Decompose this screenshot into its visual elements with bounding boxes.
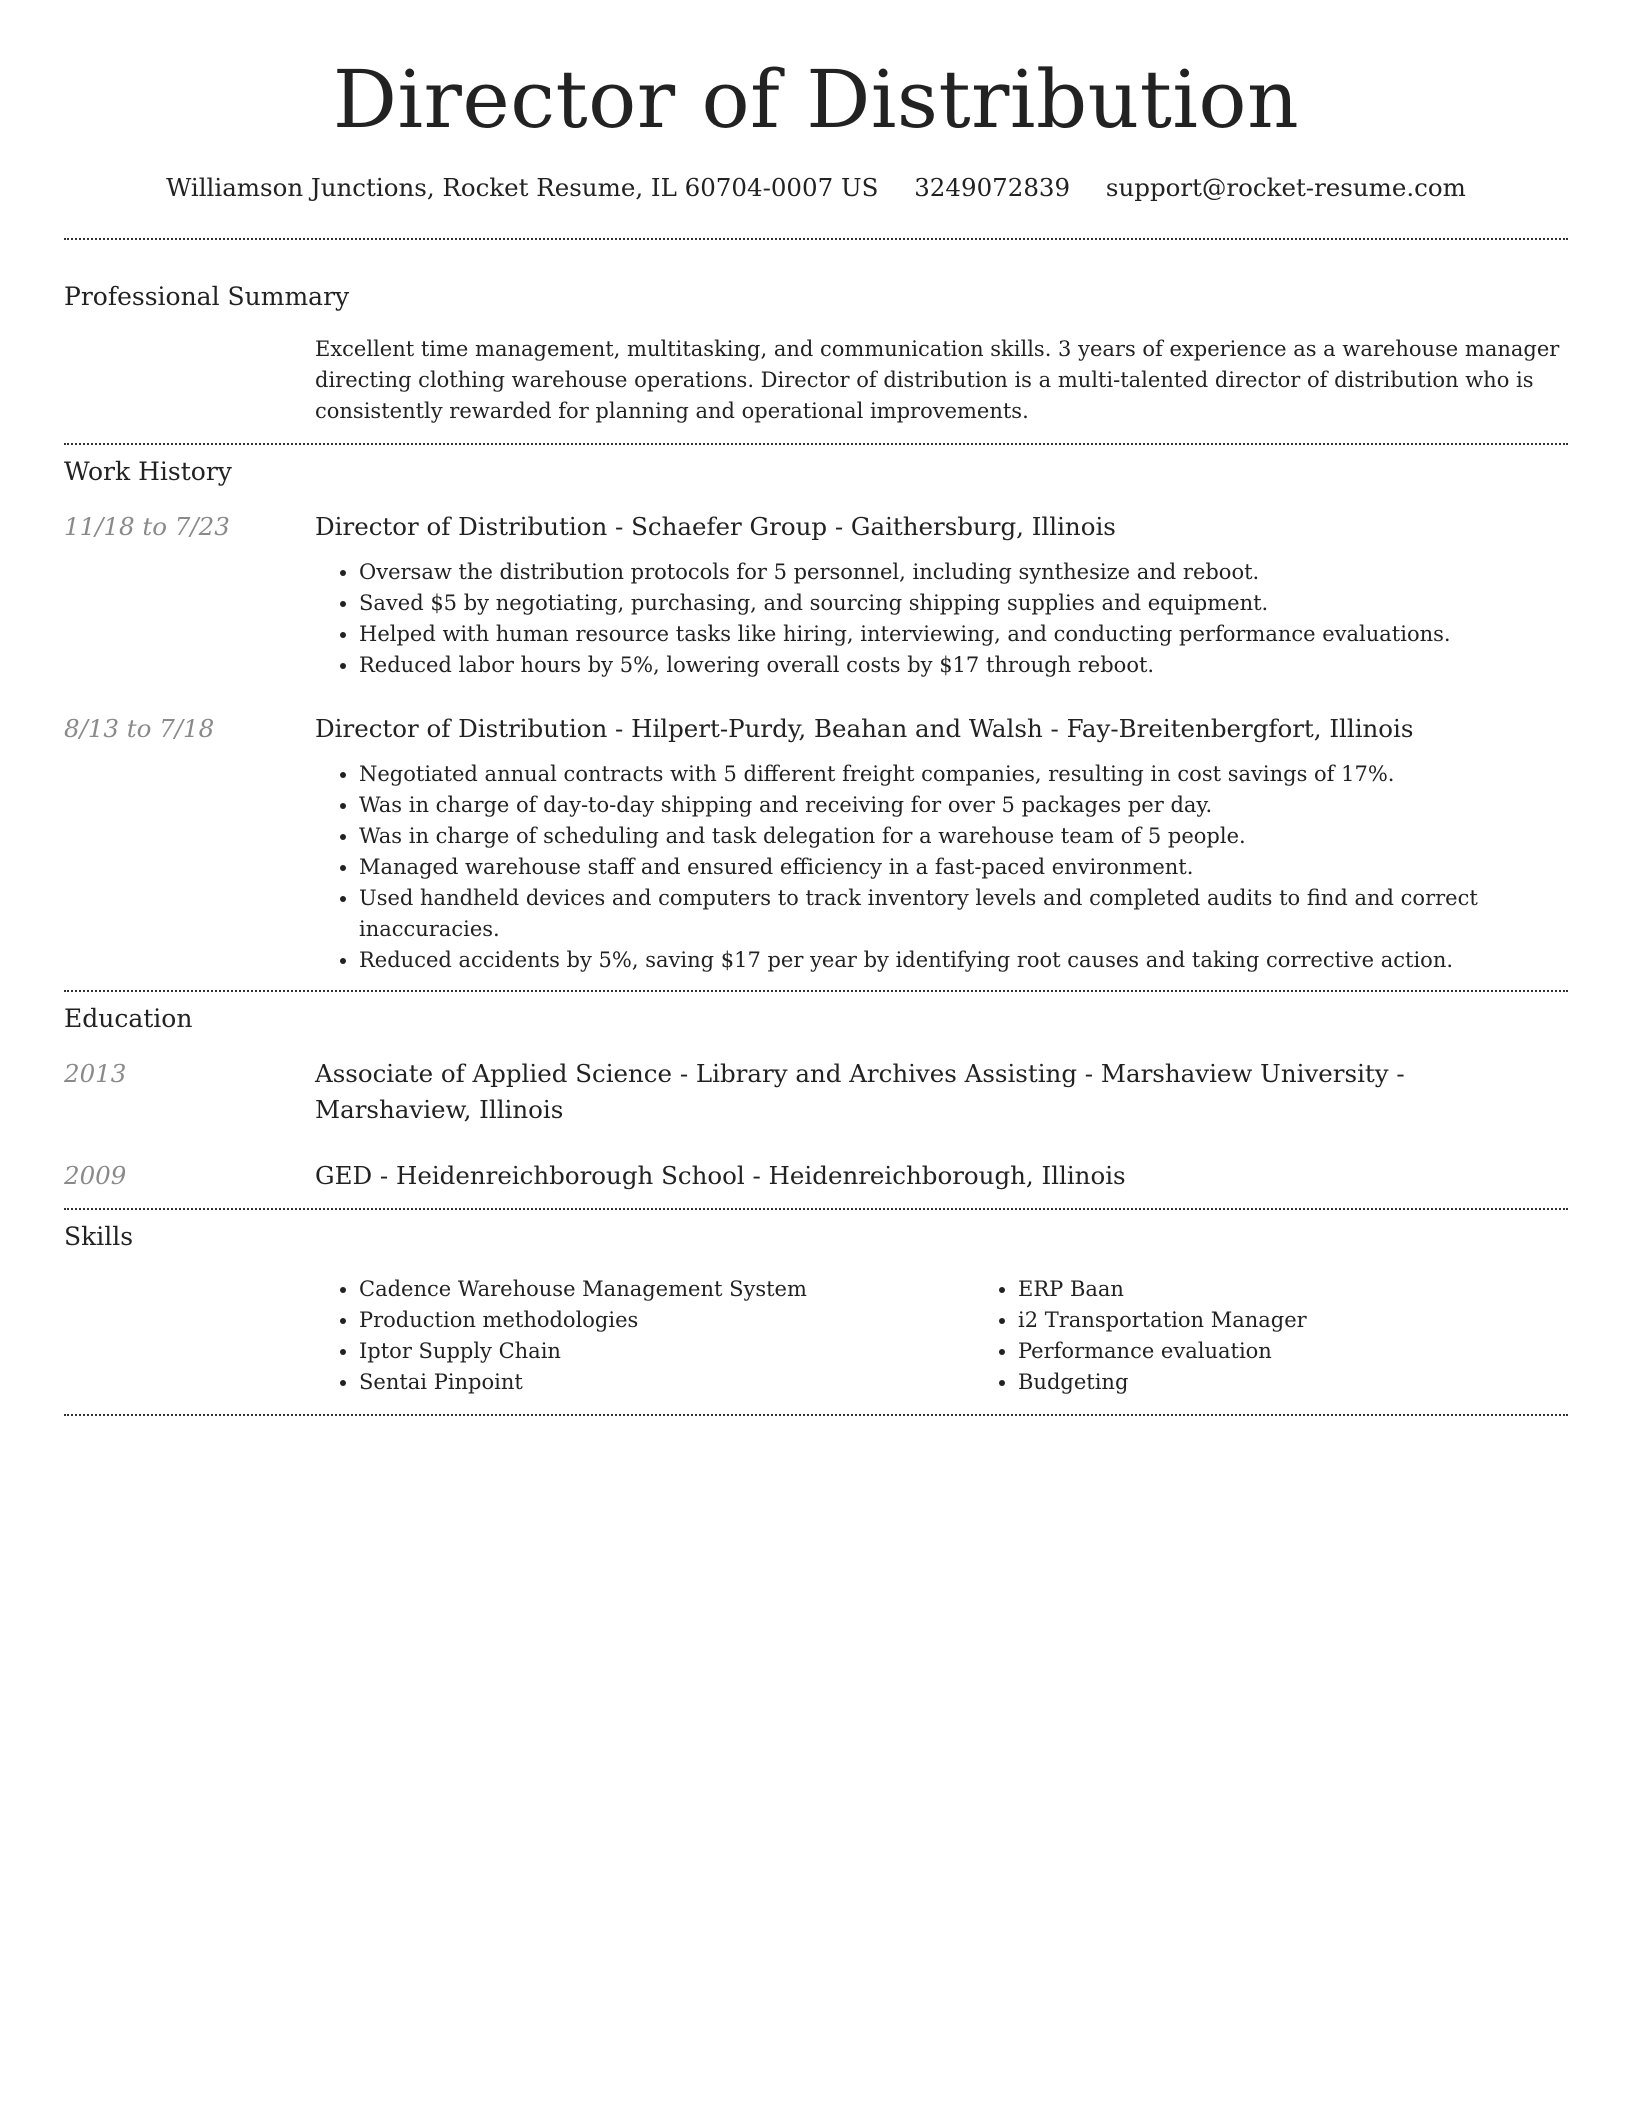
skill-item: • Budgeting [1018, 1367, 1632, 1398]
job-bullet: • Oversaw the distribution protocols for 5 personnel, including synthesize and reboot. [359, 557, 1568, 588]
job-bullet: • Used handheld devices and computers to track inventory levels and completed audits to find and correct inaccuracies. [359, 883, 1568, 945]
job-bullets [315, 759, 1568, 976]
job-bullet: • Saved $5 by negotiating, purchasing, and sourcing shipping supplies and equipment. [359, 588, 1568, 619]
job-entry [64, 509, 1568, 681]
skill-item: • Production methodologies [359, 1305, 974, 1336]
summary-title: Professional Summary [64, 282, 350, 311]
contact-phone: 3249072839 [914, 173, 1071, 202]
resume-page [64, 0, 1568, 1416]
education-year: 2013 [64, 1059, 127, 1088]
job-heading: Director of Distribution - Schaefer Group - Gaithersburg, Illinois [315, 512, 1116, 541]
education-heading: GED - Heidenreichborough School - Heidenreichborough, Illinois [315, 1161, 1126, 1190]
education-section [64, 992, 1568, 1208]
summary-spacer [64, 334, 315, 427]
skill-item: • Sentai Pinpoint [359, 1367, 974, 1398]
skill-item: • ERP Baan [1018, 1274, 1632, 1305]
job-bullet: • Negotiated annual contracts with 5 different freight companies, resulting in cost savings of 17%. [359, 759, 1568, 790]
skills-row [64, 1274, 1568, 1398]
job-bullet: • Reduced labor hours by 5%, lowering overall costs by $17 through reboot. [359, 650, 1568, 681]
education-entry [64, 1056, 1568, 1128]
skills-title: Skills [64, 1222, 134, 1251]
skill-item: • Cadence Warehouse Management System [359, 1274, 974, 1305]
skills-spacer [64, 1274, 315, 1398]
job-bullet: • Managed warehouse staff and ensured efficiency in a fast-paced environment. [359, 852, 1568, 883]
skills-list-right [974, 1274, 1632, 1398]
job-bullet: • Was in charge of day-to-day shipping and receiving for over 5 packages per day. [359, 790, 1568, 821]
skill-item: • Iptor Supply Chain [359, 1336, 974, 1367]
skills-list-left [315, 1274, 974, 1398]
work-section [64, 445, 1568, 990]
job-bullet: • Reduced accidents by 5%, saving $17 per year by identifying root causes and taking corrective action. [359, 945, 1568, 976]
education-title: Education [64, 1004, 193, 1033]
job-heading: Director of Distribution - Hilpert-Purdy, Beahan and Walsh - Fay-Breitenbergfort, Illinois [315, 714, 1414, 743]
job-dates: 8/13 to 7/18 [64, 714, 215, 743]
summary-text: Excellent time management, multitasking, and communication skills. 3 years of experience as a warehouse manager directing clothing warehouse operations. Director of distribution is a multi-talented director of distribution who is consistently rewarded for planning and operational improvements. [315, 337, 1560, 423]
job-bullets [315, 557, 1568, 681]
job-bullet: • Helped with human resource tasks like hiring, interviewing, and conducting performance evaluations. [359, 619, 1568, 650]
education-year: 2009 [64, 1161, 127, 1190]
contact-line [64, 172, 1568, 204]
skill-item: • i2 Transportation Manager [1018, 1305, 1632, 1336]
summary-section [64, 240, 1568, 443]
job-entry [64, 711, 1568, 976]
education-entry [64, 1158, 1568, 1194]
work-title: Work History [64, 457, 232, 486]
skill-item: • Performance evaluation [1018, 1336, 1632, 1367]
divider [64, 1414, 1568, 1416]
job-dates: 11/18 to 7/23 [64, 512, 230, 541]
contact-email: support@rocket-resume.com [1105, 173, 1466, 202]
contact-address: Williamson Junctions, Rocket Resume, IL 60704-0007 US [166, 173, 879, 202]
education-heading: Associate of Applied Science - Library and Archives Assisting - Marshaview University - Marshaview, Illinois [315, 1059, 1405, 1124]
skills-section [64, 1210, 1568, 1414]
summary-row [64, 334, 1568, 427]
job-bullet: • Was in charge of scheduling and task delegation for a warehouse team of 5 people. [359, 821, 1568, 852]
resume-name: Director of Distribution [332, 53, 1300, 146]
